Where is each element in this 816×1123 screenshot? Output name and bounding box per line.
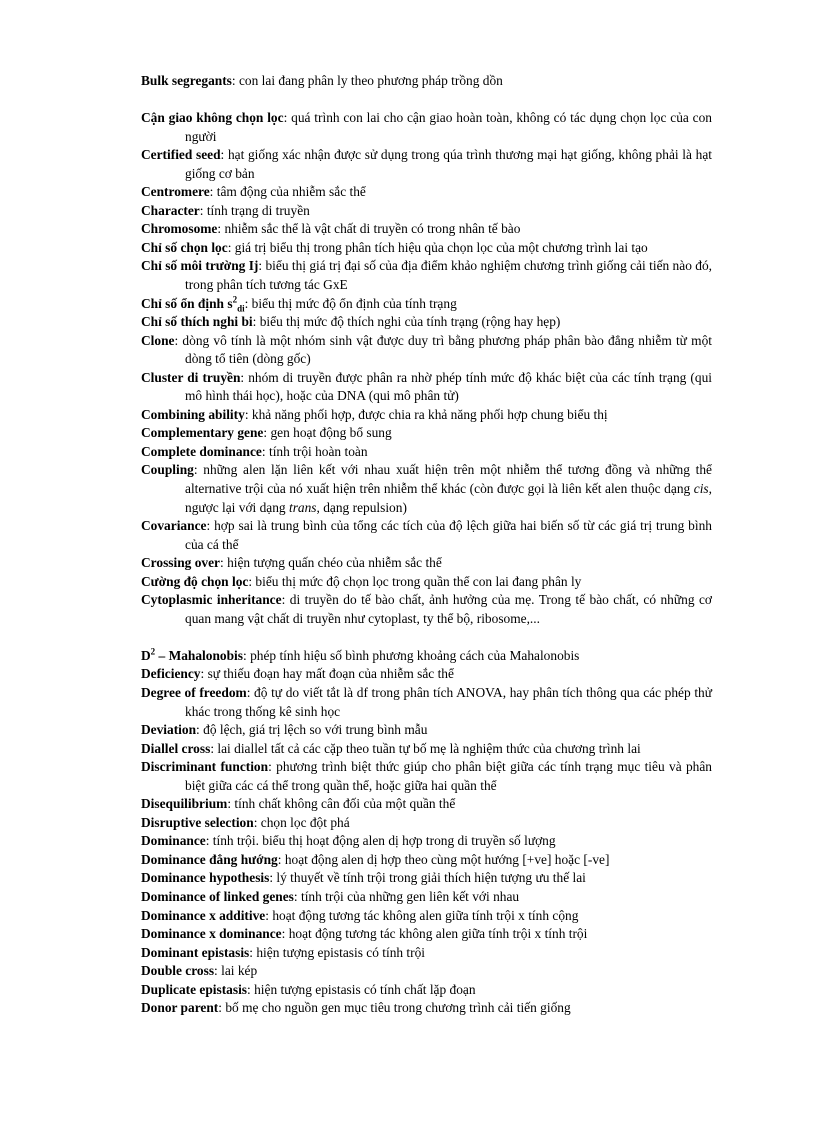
glossary-entry: Dominance: tính trội. biểu thị hoạt động alen dị hợp trong di truyền số lượng xyxy=(141,833,556,849)
glossary-term: Donor parent xyxy=(141,1000,219,1016)
glossary-term: Diallel cross xyxy=(141,740,211,756)
glossary-term: Bulk segregants xyxy=(141,73,232,88)
glossary-term: Dominance of linked genes xyxy=(141,888,294,904)
glossary-definition: biểu thị mức độ thích nghi của tính trạng (rộng hay hẹp) xyxy=(259,314,561,330)
glossary-entry: Diallel cross: lai diallel tất cả các cặp theo tuần tự bố mẹ là nghiệm thức của chương trình lai xyxy=(141,740,641,756)
glossary-term: Degree of freedom xyxy=(141,684,247,700)
glossary-definition: lý thuyết về tính trội trong giải thích hiện tượng ưu thế lai xyxy=(276,870,586,886)
glossary-definition: hiện tượng quấn chéo của nhiễm sắc thể xyxy=(227,555,442,571)
glossary-term: Deviation xyxy=(141,722,197,738)
glossary-definition: độ tự do viết tắt là df trong phân tích ANOVA, hay phân tích thông qua các phép thử khác trong thống kê sinh học xyxy=(185,684,713,719)
glossary-definition: gen hoạt động bổ sung xyxy=(270,425,392,441)
glossary-entry: Dominance đẳng hướng: hoạt động alen dị hợp theo cùng một hướng [+ve] hoặc [-ve] xyxy=(141,851,610,867)
glossary-entry: Disruptive selection: chọn lọc đột phá xyxy=(141,814,350,830)
glossary-definition: con lai đang phân ly theo phương pháp trồng dồn xyxy=(238,73,503,88)
glossary-entry: Chromosome: nhiễm sắc thể là vật chất di truyền có trong nhân tế bào xyxy=(141,221,521,237)
glossary-term: Cận giao không chọn lọc xyxy=(141,110,284,126)
glossary-definition: tính trội. biểu thị hoạt động alen dị hợp trong di truyền số lượng xyxy=(212,833,556,849)
glossary-entry: Deviation: độ lệch, giá trị lệch so với trung bình mẫu xyxy=(141,722,428,738)
glossary-term: Discriminant function xyxy=(141,759,269,775)
glossary-term: Clone xyxy=(141,332,175,348)
glossary-entry: Chỉ số thích nghi bi: biểu thị mức độ thích nghi của tính trạng (rộng hay hẹp) xyxy=(141,314,561,330)
glossary-term: $D^2$ – Mahalonobis xyxy=(141,646,243,663)
glossary-term: Chỉ số chọn lọc xyxy=(141,239,228,255)
glossary-entry: Cluster di truyền: nhóm di truyền được phân ra nhờ phép tính mức độ khác biệt của các tính trạng (qui mô hình thái học), hoặc của DNA (qui mô phân tử) xyxy=(141,369,712,404)
glossary-entry: Chỉ số chọn lọc: giá trị biểu thị trong phân tích hiệu qủa chọn lọc của một chương trình lai tạo xyxy=(141,239,648,255)
glossary-definition: những alen lặn liên kết với nhau xuất hiện trên một nhiễm thể tương đồng và những thể alternative trội của nó xuất hiện trên nhiễm thể khác (còn được gọi là liên kết alen thuộc dạng cis, ngược lại với dạng trans, dạng repulsion) xyxy=(185,462,712,515)
glossary-definition: độ lệch, giá trị lệch so với trung bình mẫu xyxy=(203,722,428,738)
glossary-entry: Combining ability: khả năng phối hợp, được chia ra khả năng phối hợp chung biểu thị xyxy=(141,406,608,422)
glossary-term: Cytoplasmic inheritance xyxy=(141,592,282,608)
glossary-definition: lai kép xyxy=(221,963,258,979)
glossary-entry: $D^2$ – Mahalonobis: phép tính hiệu số bình phương khoảng cách của Mahalonobis xyxy=(141,646,580,663)
glossary-definition: giá trị biểu thị trong phân tích hiệu qủa chọn lọc của một chương trình lai tạo xyxy=(234,239,648,255)
glossary-term: Centromere xyxy=(141,184,210,200)
glossary-entry: Donor parent: bố mẹ cho nguồn gen mục tiêu trong chương trình cải tiến giống xyxy=(141,1000,571,1016)
glossary-term: Chỉ số thích nghi bi xyxy=(141,314,253,330)
glossary-definition: hiện tượng epistasis có tính trội xyxy=(256,944,426,960)
glossary-entry: Dominance of linked genes: tính trội của những gen liên kết với nhau xyxy=(141,888,520,904)
glossary-term: Complete dominance xyxy=(141,443,262,459)
glossary-term: Deficiency xyxy=(141,666,201,682)
glossary-term: Combining ability xyxy=(141,406,245,422)
glossary-term: Character xyxy=(141,202,200,218)
glossary-term: Cường độ chọn lọc xyxy=(141,573,249,589)
glossary-entry: Cytoplasmic inheritance: di truyền do tế bào chất, ảnh hưởng của mẹ. Trong tế bào chất, có những cơ quan mang vật chất di truyền như cytoplast, ty thể bộ, ribosome,... xyxy=(141,592,712,626)
glossary-definition: hợp sai là trung bình của tổng các tích của độ lệch giữa hai biến số từ các giá trị trung bình của cá thể xyxy=(185,518,712,552)
glossary-entry: Certified seed: hạt giống xác nhận được sử dụng trong qúa trình thương mại hạt giống, không phải là hạt giống cơ bản xyxy=(141,147,712,181)
glossary-definition: chọn lọc đột phá xyxy=(260,814,350,830)
glossary-term: Coupling xyxy=(141,462,194,478)
glossary-definition: biểu thị giá trị đại số của địa điểm khảo nghiệm chương trình giống cải tiến nào đó, trong phân tích tương tác GxE xyxy=(185,258,712,292)
glossary-definition: bố mẹ cho nguồn gen mục tiêu trong chương trình cải tiến giống xyxy=(225,1000,571,1016)
glossary-definition: biểu thị mức độ chọn lọc trong quần thể con lai đang phân ly xyxy=(255,573,582,589)
glossary-entry: Degree of freedom: độ tự do viết tắt là df trong phân tích ANOVA, hay phân tích thông qua các phép thử khác trong thống kê sinh học xyxy=(141,684,713,719)
glossary-definition: hiện tượng epistasis có tính chất lặp đoạn xyxy=(254,981,476,997)
glossary-term: Chromosome xyxy=(141,221,218,237)
glossary-term: Dominant epistasis xyxy=(141,944,250,960)
glossary-entry: Deficiency: sự thiếu đoạn hay mất đoạn của nhiễm sắc thể xyxy=(141,666,454,682)
glossary-term: Disruptive selection xyxy=(141,814,254,830)
glossary-entry: Bulk segregants: con lai đang phân ly theo phương pháp trồng dồn xyxy=(141,73,503,88)
glossary-entry: Complementary gene: gen hoạt động bổ sung xyxy=(141,425,392,441)
glossary-definition: tính trội hoàn toàn xyxy=(268,443,368,459)
glossary-definition: tính trội của những gen liên kết với nhau xyxy=(300,888,520,904)
glossary-term: Disequilibrium xyxy=(141,796,228,812)
glossary-entry: Centromere: tâm động của nhiễm sắc thể xyxy=(141,184,366,200)
glossary-definition: hạt giống xác nhận được sử dụng trong qúa trình thương mại hạt giống, không phải là hạt giống cơ bản xyxy=(185,147,712,181)
glossary-entry: Chỉ số ổn định $s^2_{di}$: biểu thị mức độ ổn định của tính trạng xyxy=(141,294,457,314)
glossary-definition: phương trình biệt thức giúp cho phân biệt giữa các tính trạng mục tiêu và phân biệt giữa các cá thể trong quần thể, hoặc giữa hai quần thể xyxy=(185,759,712,793)
glossary-entry: Double cross: lai kép xyxy=(141,963,258,979)
glossary-entry: Character: tính trạng di truyền xyxy=(141,202,310,218)
glossary-definition: hoạt động alen dị hợp theo cùng một hướng [+ve] hoặc [-ve] xyxy=(284,851,610,867)
glossary-term: Cluster di truyền xyxy=(141,369,241,385)
glossary-entry: Covariance: hợp sai là trung bình của tổng các tích của độ lệch giữa hai biến số từ các giá trị trung bình của cá thể xyxy=(141,518,712,552)
glossary-term: Duplicate epistasis xyxy=(141,981,248,997)
paragraph-gap xyxy=(141,91,712,110)
glossary-entry: Cận giao không chọn lọc: quá trình con lai cho cận giao hoàn toàn, không có tác dụng chọn lọc của con người xyxy=(141,110,712,144)
glossary-definition: tính trạng di truyền xyxy=(206,202,310,218)
glossary-entry: Clone: dòng vô tính là một nhóm sinh vật được duy trì bằng phương pháp phân bào đẳng nhiễm từ một dòng tổ tiên (dòng gốc) xyxy=(141,332,712,367)
glossary-definition: tính chất không cân đối của một quần thể xyxy=(234,796,456,812)
glossary-term: Dominance x dominance xyxy=(141,926,282,942)
glossary-entry: Crossing over: hiện tượng quấn chéo của nhiễm sắc thể xyxy=(141,555,442,571)
glossary-entry: Discriminant function: phương trình biệt thức giúp cho phân biệt giữa các tính trạng mục tiêu và phân biệt giữa các cá thể trong quần thể, hoặc giữa hai quần thể xyxy=(141,759,712,793)
glossary-term: Dominance hypothesis xyxy=(141,870,270,886)
glossary-definition: sự thiếu đoạn hay mất đoạn của nhiễm sắc thể xyxy=(207,666,454,682)
glossary-definition: quá trình con lai cho cận giao hoàn toàn, không có tác dụng chọn lọc của con người xyxy=(185,110,712,144)
glossary-term: Double cross xyxy=(141,963,215,979)
glossary-term: Dominance xyxy=(141,833,206,849)
glossary-definition: hoạt động tương tác không alen giữa tính trội x tính trội xyxy=(288,926,588,942)
glossary-term: Chỉ số ổn định $s^2_{di}$ xyxy=(141,294,245,314)
glossary-definition: nhóm di truyền được phân ra nhờ phép tính mức độ khác biệt của các tính trạng (qui mô hình thái học), hoặc của DNA (qui mô phân tử) xyxy=(185,369,712,404)
glossary-term: Crossing over xyxy=(141,555,220,571)
glossary-entry: Coupling: những alen lặn liên kết với nhau xuất hiện trên một nhiễm thể tương đồng và những thể alternative trội của nó xuất hiện trên nhiễm thể khác (còn được gọi là liên kết alen thuộc dạng cis, ngược lại với dạng trans, dạng repulsion) xyxy=(141,462,712,515)
glossary-definition: dòng vô tính là một nhóm sinh vật được duy trì bằng phương pháp phân bào đẳng nhiễm từ một dòng tổ tiên (dòng gốc) xyxy=(182,332,712,367)
glossary-term: Chỉ số môi trường Ij xyxy=(141,258,259,274)
glossary-entry: Dominance x dominance: hoạt động tương tác không alen giữa tính trội x tính trội xyxy=(141,926,588,942)
paragraph-gap xyxy=(141,628,712,647)
glossary-entry: Dominance hypothesis: lý thuyết về tính trội trong giải thích hiện tượng ưu thế lai xyxy=(141,870,586,886)
glossary-entry: Disequilibrium: tính chất không cân đối của một quần thể xyxy=(141,796,456,812)
glossary-definition: nhiễm sắc thể là vật chất di truyền có trong nhân tế bào xyxy=(224,221,521,237)
glossary-term: Complementary gene xyxy=(141,425,264,441)
glossary-term: Covariance xyxy=(141,518,207,534)
glossary-definition: khả năng phối hợp, được chia ra khả năng phối hợp chung biểu thị xyxy=(251,406,608,422)
glossary-term: Dominance đẳng hướng xyxy=(141,851,278,867)
glossary-definition: hoạt động tương tác không alen giữa tính trội x tính cộng xyxy=(272,907,579,923)
glossary-entry: Cường độ chọn lọc: biểu thị mức độ chọn lọc trong quần thể con lai đang phân ly xyxy=(141,573,582,589)
glossary-entry: Duplicate epistasis: hiện tượng epistasis có tính chất lặp đoạn xyxy=(141,981,476,997)
glossary-definition: tâm động của nhiễm sắc thể xyxy=(216,184,366,200)
glossary-definition: biểu thị mức độ ổn định của tính trạng xyxy=(251,295,457,311)
glossary-entry: Complete dominance: tính trội hoàn toàn xyxy=(141,443,368,459)
glossary-term: Certified seed xyxy=(141,147,221,163)
glossary-page xyxy=(141,72,712,1018)
glossary-definition: di truyền do tế bào chất, ảnh hưởng của mẹ. Trong tế bào chất, có những cơ quan mang vật chất di truyền như cytoplast, ty thể bộ, ribosome,... xyxy=(185,592,712,626)
glossary-term: Dominance x additive xyxy=(141,907,266,923)
glossary-entry: Chỉ số môi trường Ij: biểu thị giá trị đại số của địa điểm khảo nghiệm chương trình giống cải tiến nào đó, trong phân tích tương tác GxE xyxy=(141,258,712,292)
glossary-entry: Dominance x additive: hoạt động tương tác không alen giữa tính trội x tính cộng xyxy=(141,907,579,923)
glossary-definition: phép tính hiệu số bình phương khoảng cách của Mahalonobis xyxy=(250,647,580,663)
glossary-entry: Dominant epistasis: hiện tượng epistasis có tính trội xyxy=(141,944,426,960)
glossary-definition: lai diallel tất cả các cặp theo tuần tự bố mẹ là nghiệm thức của chương trình lai xyxy=(217,740,641,756)
